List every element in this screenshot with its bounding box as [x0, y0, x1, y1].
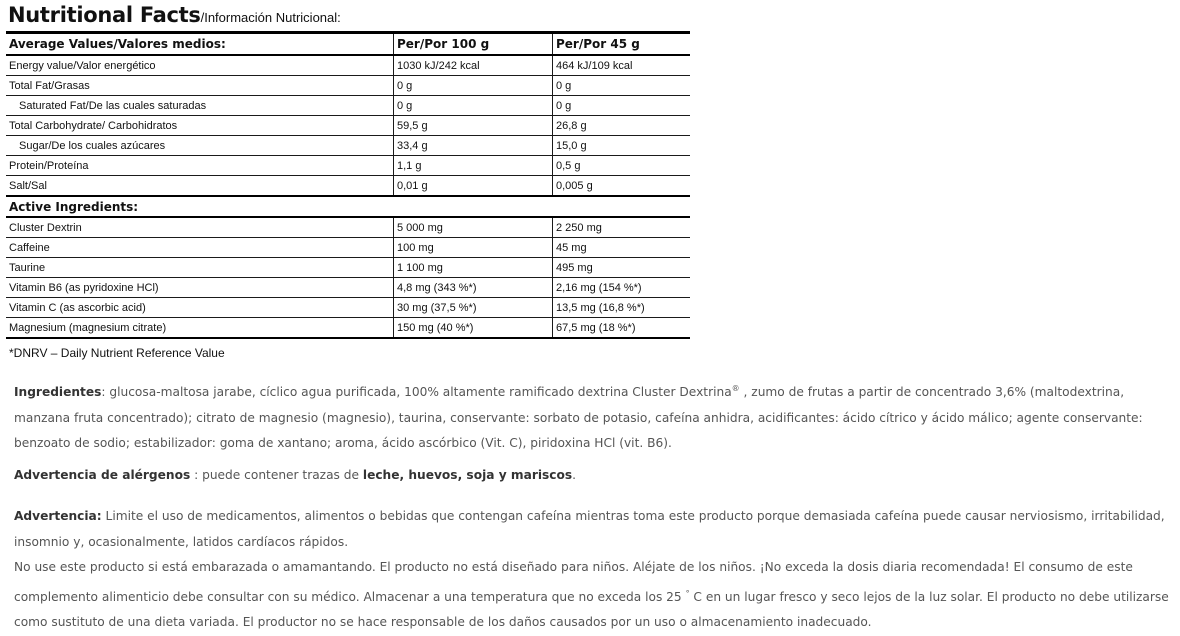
- header-per-100g: Per/Por 100 g: [394, 33, 553, 56]
- nutrient-name: Total Carbohydrate/ Carbohidratos: [6, 116, 394, 136]
- active-per100: 100 mg: [394, 238, 553, 258]
- table-row: [6, 258, 690, 278]
- header-average-values: Average Values/Valores medios:: [6, 33, 394, 56]
- table-row: [6, 238, 690, 258]
- warning-text-second: No use este producto si está embarazada o amamantando. El producto no está diseñado para niños. Aléjate de los niños. ¡No exceda la dosis diaria recomendada! El consumo de este complemento alimenticio debe consultar con su médico. Almacenar a una temperatura que no exceda los 25: [14, 560, 1133, 604]
- table-row: [6, 116, 690, 136]
- nutrient-per100: 1030 kJ/242 kcal: [394, 55, 553, 76]
- active-name: Vitamin B6 (as pyridoxine HCl): [6, 278, 394, 298]
- active-per45: 45 mg: [553, 238, 691, 258]
- allergen-label: Advertencia de alérgenos: [14, 468, 191, 482]
- active-name: Cluster Dextrin: [6, 217, 394, 238]
- table-row: [6, 76, 690, 96]
- table-header-row: [6, 33, 690, 56]
- header-per-45g: Per/Por 45 g: [553, 33, 691, 56]
- nutrient-per45: 464 kJ/109 kcal: [553, 55, 691, 76]
- ingredients-text-continued: , zumo de frutas a partir de concentrado 3,6% (maltodextrina, manzana fruta concentrado); citrato de magnesio (magnesio), taurina, conservante: sorbato de potasio, cafeína anhidra, acidificantes: ácido cítrico y ácido málico; agente conservante: benzoato de sodio; estabilizador: goma de xantano; aroma, ácido ascórbico (Vit. C), piridoxina HCl (vit. B6).: [14, 385, 1143, 451]
- table-row: [6, 96, 690, 116]
- nutrient-name: Energy value/Valor energético: [6, 55, 394, 76]
- active-per45: 2,16 mg (154 %*): [553, 278, 691, 298]
- ingredients-text: : glucosa-maltosa jarabe, cíclico agua purificada, 100% altamente ramificado dextrina Cluster Dextrina: [101, 385, 732, 400]
- table-row: [6, 278, 690, 298]
- table-row: [6, 318, 690, 339]
- allergen-warning: [14, 463, 1174, 489]
- active-ingredients-header-row: [6, 196, 690, 217]
- nutrient-per100: 0,01 g: [394, 176, 553, 197]
- nutrient-per45: 0,5 g: [553, 156, 691, 176]
- nutrient-per100: 33,4 g: [394, 136, 553, 156]
- warning-text-third: C en un lugar fresco y seco lejos de la luz solar. El producto no debe utilizarse como sustituto de una dieta variada. El productor no se hace responsable de los daños causados por un uso o almacenamiento inadecuado.: [14, 589, 1169, 630]
- active-per45: 67,5 mg (18 %*): [553, 318, 691, 339]
- table-row: [6, 136, 690, 156]
- active-name: Vitamin C (as ascorbic acid): [6, 298, 394, 318]
- degree-symbol: °: [685, 588, 690, 598]
- ingredients-label: Ingredientes: [14, 385, 102, 400]
- warning-paragraph: [14, 504, 1174, 636]
- allergen-end: .: [572, 468, 576, 482]
- title-subtitle: /Información Nutricional:: [200, 10, 341, 25]
- registered-mark: ®: [731, 384, 740, 393]
- active-per100: 5 000 mg: [394, 217, 553, 238]
- active-name: Caffeine: [6, 238, 394, 258]
- nutrient-per45: 0 g: [553, 96, 691, 116]
- nutrient-per100: 1,1 g: [394, 156, 553, 176]
- table-row: [6, 55, 690, 76]
- table-row: [6, 298, 690, 318]
- dnrv-footnote: *DNRV – Daily Nutrient Reference Value: [9, 346, 225, 360]
- allergen-text: : puede contener trazas de: [190, 468, 363, 482]
- page-title: [8, 3, 341, 31]
- active-per45: 2 250 mg: [553, 217, 691, 238]
- table-row: [6, 217, 690, 238]
- warning-text: Limite el uso de medicamentos, alimentos o bebidas que contengan cafeína mientras toma este producto porque demasiada cafeína puede causar nerviosismo, irritabilidad, insomnio y, ocasionalmente, latidos cardíacos rápidos.: [14, 509, 1165, 549]
- nutrient-name: Saturated Fat/De las cuales saturadas: [6, 96, 394, 116]
- active-per100: 4,8 mg (343 %*): [394, 278, 553, 298]
- active-per45: 13,5 mg (16,8 %*): [553, 298, 691, 318]
- nutrient-name: Total Fat/Grasas: [6, 76, 394, 96]
- active-per100: 30 mg (37,5 %*): [394, 298, 553, 318]
- nutrient-per100: 0 g: [394, 96, 553, 116]
- title-main: Nutritional Facts: [8, 3, 201, 27]
- active-per100: 1 100 mg: [394, 258, 553, 278]
- nutrient-name: Protein/Proteína: [6, 156, 394, 176]
- nutrient-name: Sugar/De los cuales azúcares: [6, 136, 394, 156]
- active-name: Taurine: [6, 258, 394, 278]
- active-per100: 150 mg (40 %*): [394, 318, 553, 339]
- nutrient-per100: 0 g: [394, 76, 553, 96]
- warning-label: Advertencia:: [14, 509, 102, 523]
- allergen-list: leche, huevos, soja y mariscos: [362, 468, 573, 482]
- table-row: [6, 176, 690, 197]
- active-per45: 495 mg: [553, 258, 691, 278]
- nutrient-per45: 15,0 g: [553, 136, 691, 156]
- nutrient-name: Salt/Sal: [6, 176, 394, 197]
- nutrient-per45: 0,005 g: [553, 176, 691, 197]
- active-name: Magnesium (magnesium citrate): [6, 318, 394, 339]
- nutrient-per45: 26,8 g: [553, 116, 691, 136]
- nutrient-per45: 0 g: [553, 76, 691, 96]
- ingredients-paragraph: [14, 376, 1174, 457]
- active-ingredients-heading: Active Ingredients:: [6, 196, 690, 217]
- nutrient-per100: 59,5 g: [394, 116, 553, 136]
- table-row: [6, 156, 690, 176]
- nutrition-table: [6, 31, 690, 339]
